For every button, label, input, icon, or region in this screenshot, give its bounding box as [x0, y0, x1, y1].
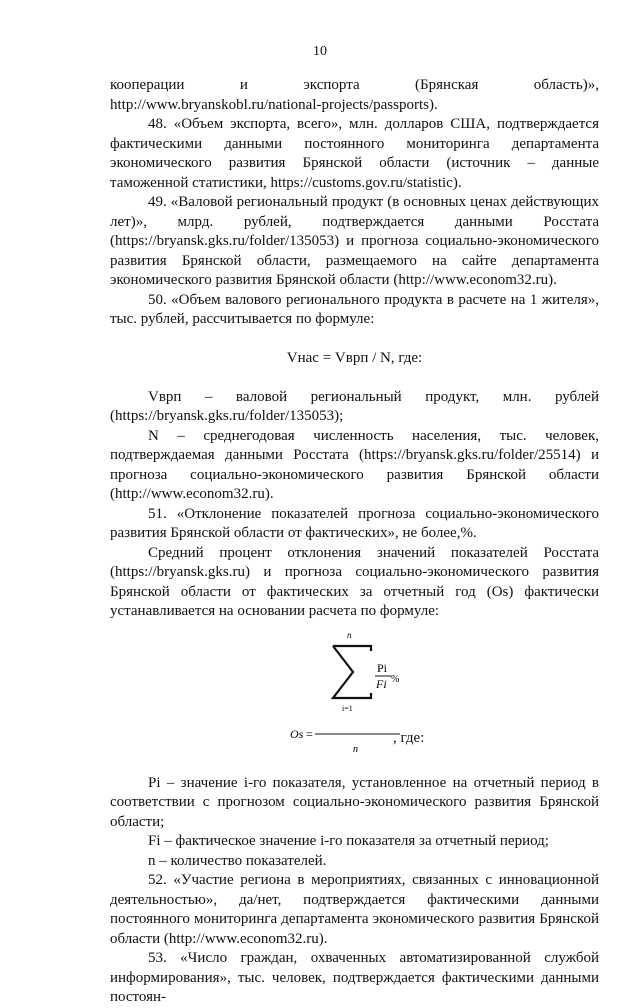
equals-sign: =: [306, 726, 313, 741]
paragraph-item-48: 48. «Объем экспорта, всего», млн. долларов США, подтверждается фактическими данными постоянного мониторинга департамента экономического развития Брянской области (источник – данные таможенной статистики, https://customs.gov.ru/statistic).: [110, 116, 599, 191]
formula-suffix: , где:: [393, 729, 425, 746]
fraction-numerator: Pi: [377, 660, 388, 675]
paragraph-item-53: 53. «Число граждан, охваченных автоматизированной службой информирования», тыс. человек, подтверждается фактическими данными постоян-: [110, 950, 599, 1005]
sum-lower-limit: i=1: [342, 703, 353, 713]
paragraph-pi-definition: Pi – значение i-го показателя, установленное на отчетный период в соответствии с прогнозом социально-экономического развития Брянской области;: [110, 774, 599, 830]
paragraph-vvrp-definition: Vврп – валовой региональный продукт, млн. рублей (https://bryansk.gks.ru/folder/135053);: [110, 388, 599, 424]
paragraph-continuation: кооперации и экспорта (Брянская область)», http://www.bryanskobl.ru/national-projects/passports).: [110, 77, 599, 113]
formula-lhs: Os: [290, 726, 304, 741]
paragraph-n-definition: N – среднегодовая численность населения, тыс. человек, подтверждаемая данными Росстата (https://bryansk.gks.ru/folder/25514) и прогноза социально-экономического развития Брянской области (http://www.econom32.ru).: [110, 427, 599, 502]
fraction-denominator: Fi: [376, 676, 387, 691]
formula-per-capita: Vнас = Vврп / N, где:: [286, 349, 423, 366]
formula-deviation: [110, 626, 599, 758]
sum-upper-limit: n: [347, 629, 352, 640]
sigma-icon: [333, 646, 371, 698]
document-body: [110, 76, 599, 1008]
paragraph-item-49: 49. «Валовой региональный продукт (в основных ценах действующих лет)», млрд. рублей, подтверждается данными Росстата (https://bryansk.gks.ru/folder/135053) и прогноза социально-экономического развития Брянской области, размещаемого на сайте департамента экономического развития Брянской области (http://www.econom32.ru).: [110, 194, 599, 288]
paragraph-fi-definition: Fi – фактическое значение i-го показателя за отчетный период;: [148, 833, 549, 849]
formula-divisor: n: [353, 743, 358, 755]
paragraph-item-50: 50. «Объем валового регионального продукта в расчете на 1 жителя», тыс. рублей, рассчитывается по формуле:: [110, 291, 599, 327]
percent-sign: %: [391, 673, 400, 685]
paragraph-item-51: 51. «Отклонение показателей прогноза социально-экономического развития Брянской области от фактических», не более,%.: [110, 505, 599, 541]
paragraph-os-description: Средний процент отклонения значений показателей Росстата (https://bryansk.gks.ru) и прогноза социально-экономического развития Брянской области от фактических за отчетный год (Os) фактически устанавливается на основании расчета по формуле:: [110, 544, 599, 619]
page-number: 10: [313, 44, 327, 59]
paragraph-n-count-definition: n – количество показателей.: [148, 852, 327, 869]
formula-deviation-graphic: [270, 626, 400, 758]
paragraph-item-52: 52. «Участие региона в мероприятиях, связанных с инновационной деятельностью», да/нет, подтверждается фактическими данными постоянного мониторинга департамента экономического развития Брянской области (http://www.econom32.ru).: [110, 872, 599, 947]
